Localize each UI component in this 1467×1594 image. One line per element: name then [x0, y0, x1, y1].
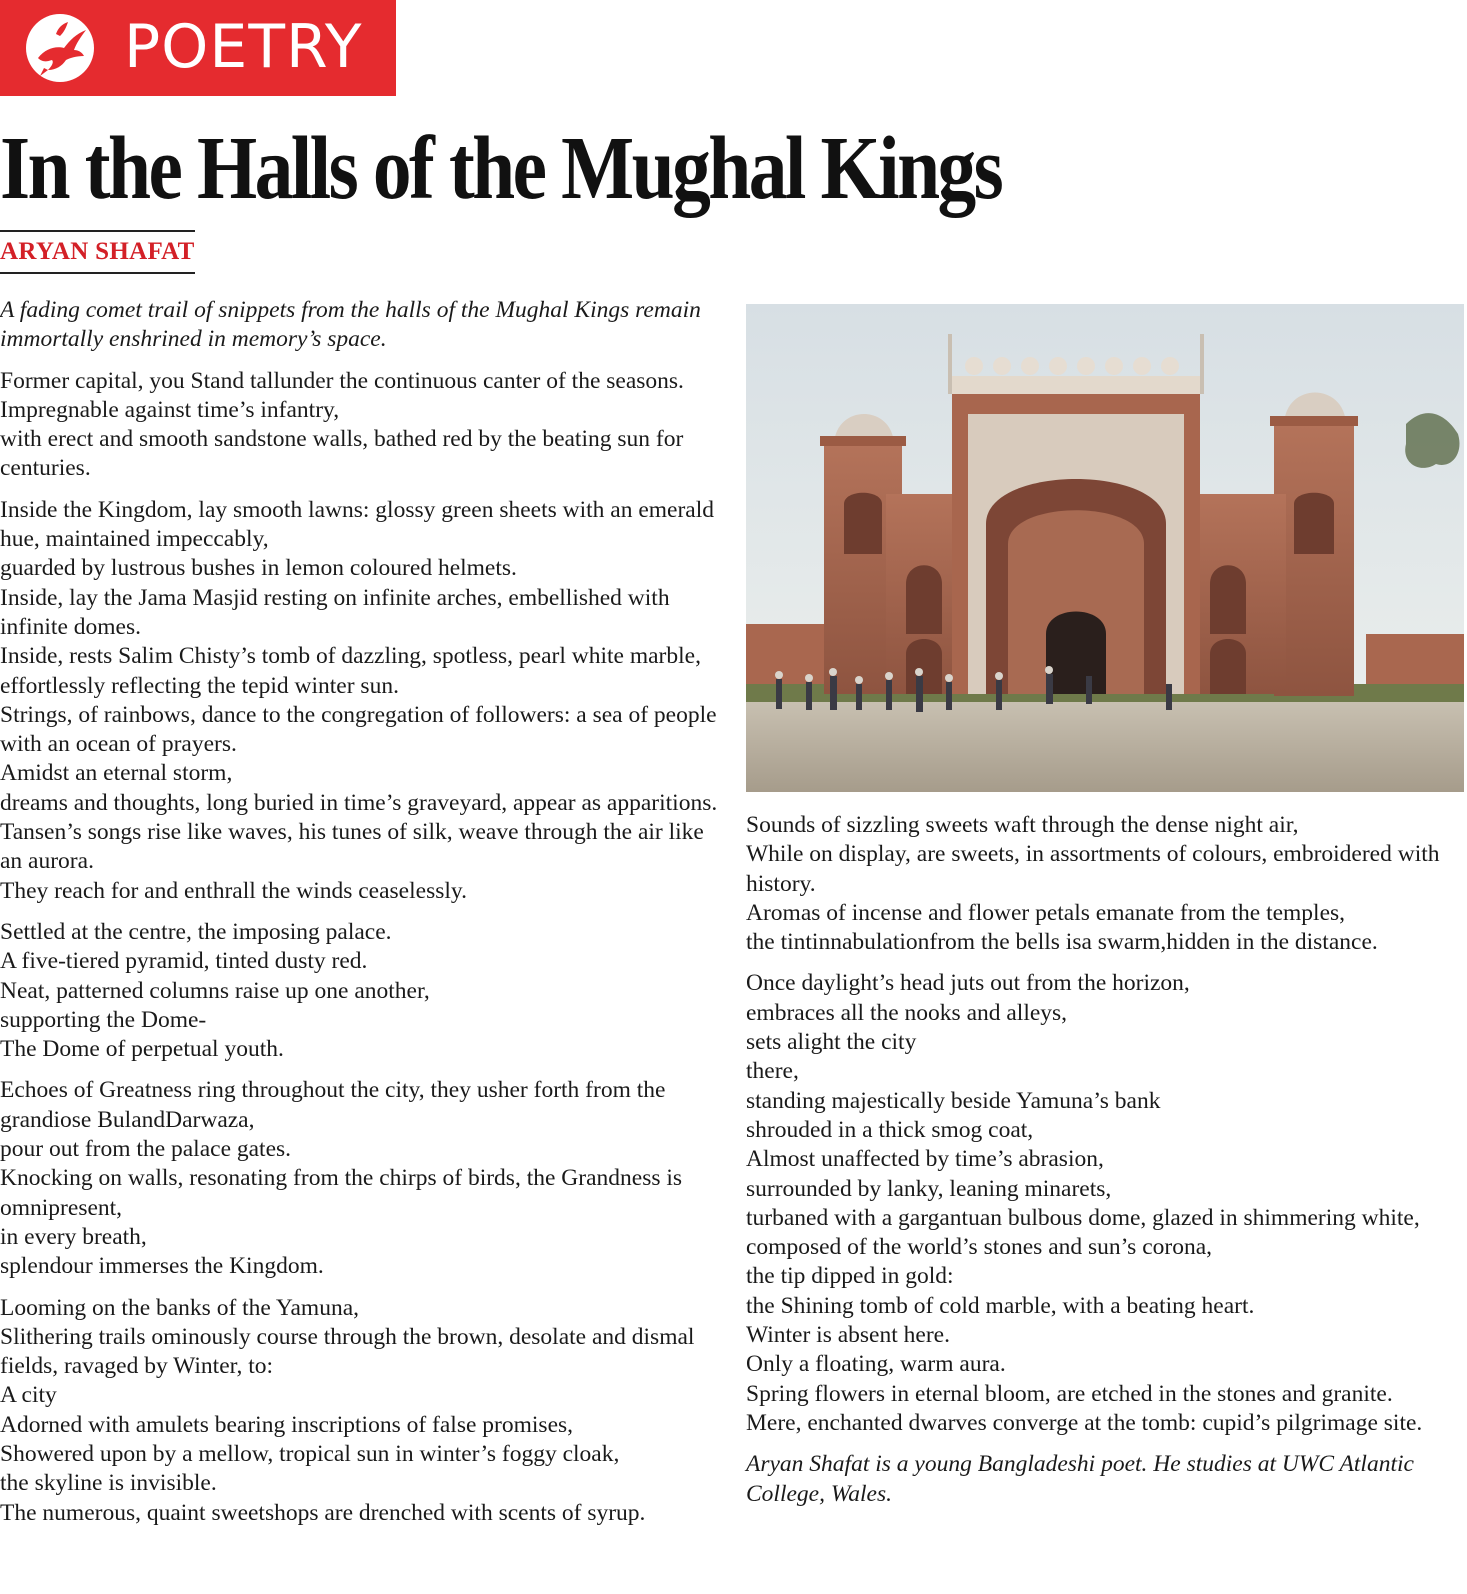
poem-line: the tip dipped in gold:	[746, 1263, 954, 1290]
poem-line: Almost unaffected by time’s abrasion,	[746, 1146, 1104, 1173]
poem-line: While on display, are sweets, in assortments of colours, embroidered with history.	[746, 841, 1440, 897]
byline-rule-top	[0, 230, 195, 232]
poem-line: Looming on the banks of the Yamuna,	[0, 1294, 359, 1321]
poem-line: Echoes of Greatness ring throughout the city, they usher forth from the grandiose BulandDarwaza,	[0, 1077, 666, 1133]
poem-line: in every breath,	[0, 1223, 147, 1250]
poem-line: Slithering trails ominously course through the brown, desolate and dismal fields, ravaged by Winter, to:	[0, 1323, 695, 1380]
stanza	[0, 367, 725, 484]
gateway-illustration	[746, 304, 1464, 792]
poem-line: surrounded by lanky, leaning minarets,	[746, 1175, 1112, 1202]
author-bio: Aryan Shafat is a young Bangladeshi poet. He studies at UWC Atlantic College, Wales.	[746, 1451, 1414, 1507]
stanza	[0, 1076, 725, 1281]
section-tag	[0, 0, 396, 96]
poem-line: turbaned with a gargantuan bulbous dome, glazed in shimmering white,	[746, 1204, 1420, 1231]
section-label: POETRY	[124, 12, 363, 82]
poem-line: pour out from the palace gates.	[0, 1136, 292, 1163]
poem-line: A city	[0, 1382, 57, 1409]
poem-line: embraces all the nooks and alleys,	[746, 999, 1068, 1026]
poem-line: Mere, enchanted dwarves converge at the tomb: cupid’s pilgrimage site.	[746, 1409, 1423, 1436]
byline-rule-bottom	[0, 272, 195, 274]
stanza	[0, 918, 725, 1064]
logo	[26, 14, 94, 82]
poem-line: Former capital, you Stand tallunder the continuous canter of the seasons.	[0, 367, 684, 394]
stanza	[0, 1294, 725, 1528]
stanza	[0, 496, 725, 906]
poem-line: Spring flowers in eternal bloom, are etched in the stones and granite.	[746, 1380, 1393, 1407]
poem-line: dreams and thoughts, long buried in time’s graveyard, appear as apparitions.	[0, 789, 718, 816]
poem-line: Strings, of rainbows, dance to the congregation of followers: a sea of people with an ocean of prayers.	[0, 701, 717, 758]
poem-line: the skyline is invisible.	[0, 1470, 217, 1497]
poem-line: Adorned with amulets bearing inscriptions of false promises,	[0, 1411, 574, 1438]
poem-line: Inside, lay the Jama Masjid resting on infinite arches, embellished with infinite domes.	[0, 584, 670, 640]
poem-line: Showered upon by a mellow, tropical sun in winter’s foggy cloak,	[0, 1440, 620, 1467]
stanza	[746, 969, 1461, 1438]
poem-line: sets alight the city	[746, 1029, 917, 1056]
bird-pen-icon	[26, 14, 94, 82]
poem-line: splendour immerses the Kingdom.	[0, 1253, 324, 1280]
poem-line: The numerous, quaint sweetshops are drenched with scents of syrup.	[0, 1499, 646, 1526]
poem-line: standing majestically beside Yamuna’s bank	[746, 1087, 1161, 1114]
poem-line: Impregnable against time’s infantry,	[0, 396, 340, 423]
poem-line: Tansen’s songs rise like waves, his tunes of silk, weave through the air like an aurora.	[0, 819, 704, 875]
poem-line: Only a floating, warm aura.	[746, 1351, 1006, 1378]
poem-line: Sounds of sizzling sweets waft through the dense night air,	[746, 812, 1299, 838]
stanza-list	[746, 811, 1461, 1438]
poem-line: shrouded in a thick smog coat,	[746, 1116, 1034, 1143]
poem-line: composed of the world’s stones and sun’s corona,	[746, 1234, 1213, 1261]
poem-line: Aromas of incense and flower petals emanate from the temples,	[746, 899, 1346, 926]
article-title: In the Halls of the Mughal Kings	[0, 119, 1002, 218]
stanza	[746, 811, 1461, 957]
poem-line: with erect and smooth sandstone walls, bathed red by the beating sun for centuries.	[0, 426, 684, 482]
author-byline: ARYAN SHAFAT	[0, 238, 195, 265]
poem-line: Amidst an eternal storm,	[0, 760, 233, 787]
poem-line: there,	[746, 1058, 799, 1085]
intro-text: A fading comet trail of snippets from the halls of the Mughal Kings remain immortally enshrined in memory’s space.	[0, 297, 701, 353]
poem-line: They reach for and enthrall the winds ceaselessly.	[0, 877, 467, 904]
poem-line: Inside, rests Salim Chisty’s tomb of dazzling, spotless, pearl white marble, effortlessly reflecting the tepid winter sun.	[0, 643, 701, 699]
left-column	[0, 296, 725, 1540]
poem-line: Settled at the centre, the imposing palace.	[0, 918, 392, 945]
poem-line: Once daylight’s head juts out from the horizon,	[746, 970, 1190, 997]
poem-line: Neat, patterned columns raise up one another,	[0, 977, 430, 1004]
poem-line: Inside the Kingdom, lay smooth lawns: glossy green sheets with an emerald hue, maintained impeccably,	[0, 496, 715, 553]
poem-line: the Shining tomb of cold marble, with a beating heart.	[746, 1292, 1255, 1319]
poem-line: A five-tiered pyramid, tinted dusty red.	[0, 948, 368, 975]
stanza-list	[0, 367, 725, 1528]
poem-line: supporting the Dome-	[0, 1006, 207, 1033]
poem-line: guarded by lustrous bushes in lemon coloured helmets.	[0, 555, 517, 582]
poem-line: The Dome of perpetual youth.	[0, 1036, 284, 1063]
poem-line: Knocking on walls, resonating from the chirps of birds, the Grandness is omnipresent,	[0, 1165, 683, 1221]
right-column	[746, 811, 1461, 1509]
poem-line: Winter is absent here.	[746, 1322, 950, 1349]
poem-line: the tintinnabulationfrom the bells isa swarm,hidden in the distance.	[746, 929, 1378, 956]
monument-photo	[746, 304, 1464, 792]
